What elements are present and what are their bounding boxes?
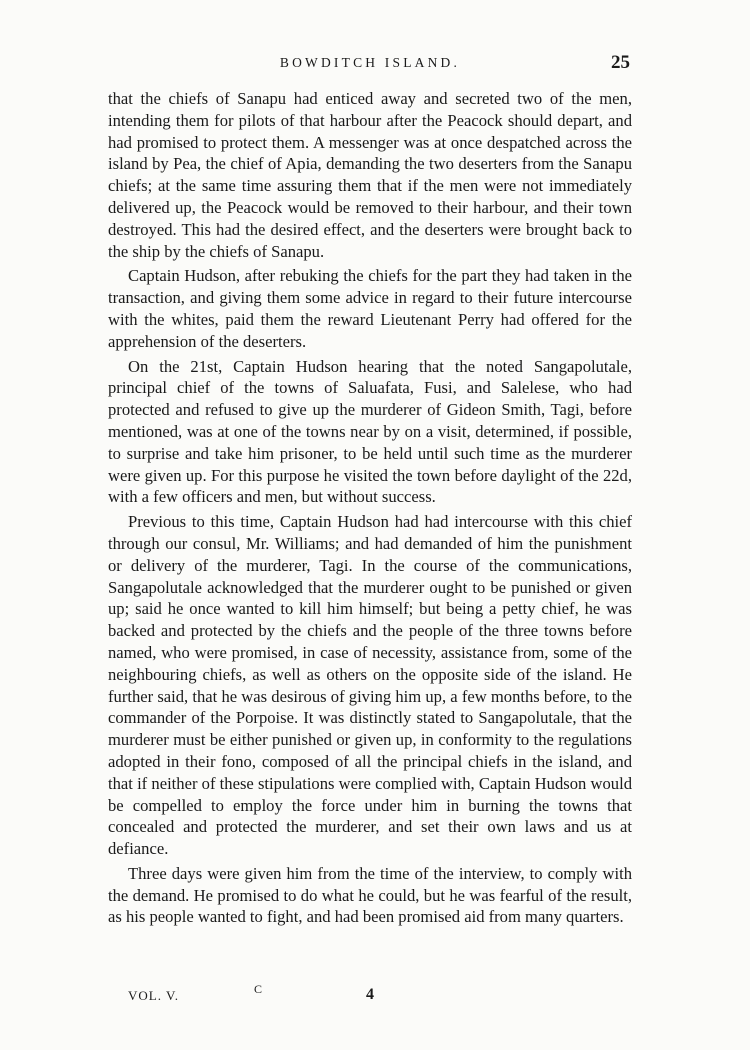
signature-number: 4 bbox=[366, 986, 374, 1003]
page-footer bbox=[128, 982, 528, 1010]
page-number: 25 bbox=[611, 52, 630, 73]
volume-label: VOL. V. bbox=[128, 988, 179, 1003]
paragraph: Captain Hudson, after rebuking the chiefs for the part they had taken in the transaction, and giving them some advice in regard to their future intercourse with the whites, paid them the reward Lieutenant Perry had offered for the apprehension of the deserters. bbox=[108, 266, 632, 351]
body-text bbox=[108, 88, 632, 931]
running-title: BOWDITCH ISLAND. bbox=[279, 55, 461, 70]
paragraph: that the chiefs of Sanapu had enticed away and secreted two of the men, intending them for pilots of that harbour after the Peacock should depart, and had promised to protect them. A messenger was at once despatched across the island by Pea, the chief of Apia, demanding the two deserters from the Sanapu chiefs; at the same time assuring them that if the men were not immediately delivered up, the Peacock would be removed to their harbour, and their town destroyed. This had the desired effect, and the deserters were brought back to the ship by the chiefs of Sanapu. bbox=[108, 89, 632, 261]
paragraph: Three days were given him from the time of the interview, to comply with the demand. He promised to do what he could, but he was fearful of the result, as his people wanted to fight, and had been promised aid from many quarters. bbox=[108, 863, 632, 927]
paragraph: Previous to this time, Captain Hudson had had intercourse with this chief through our consul, Mr. Williams; and had demanded of him the punishment or delivery of the murderer, Tagi. In the course of the communications, Sangapolutale acknowledged that the murderer ought to be punished or given up; said he once wanted to kill him himself; but being a petty chief, he was backed and protected by the chiefs and the people of the three towns before named, who were promised, in case of necessity, assistance from, some of the neighbouring chiefs, as well as others on the opposite side of the island. He further said, that he was desirous of giving him up, a few months before, to the commander of the Porpoise. It was distinctly stated to Sangapolutale, that the murderer must be either punished or given up, in conformity to the regulations adopted in their fono, composed of all the principal chiefs in the island, and that if neither of these stipulations were complied with, Captain Hudson would be compelled to employ the force under him in burning the towns that concealed and protected the murderer, and set their own laws and us at defiance. bbox=[108, 512, 632, 859]
paragraph: On the 21st, Captain Hudson hearing that the noted Sangapolutale, principal chief of the towns of Saluafata, Fusi, and Salelese, who had protected and refused to give up the murderer of Gideon Smith, Tagi, before mentioned, was at one of the towns near by on a visit, determined, if possible, to surprise and take him prisoner, to be held until such time as the murderer were given up. For this purpose he visited the town before daylight of the 22d, with a few officers and men, but without success. bbox=[108, 356, 632, 507]
running-head bbox=[108, 52, 632, 76]
signature-letter: C bbox=[254, 982, 263, 996]
